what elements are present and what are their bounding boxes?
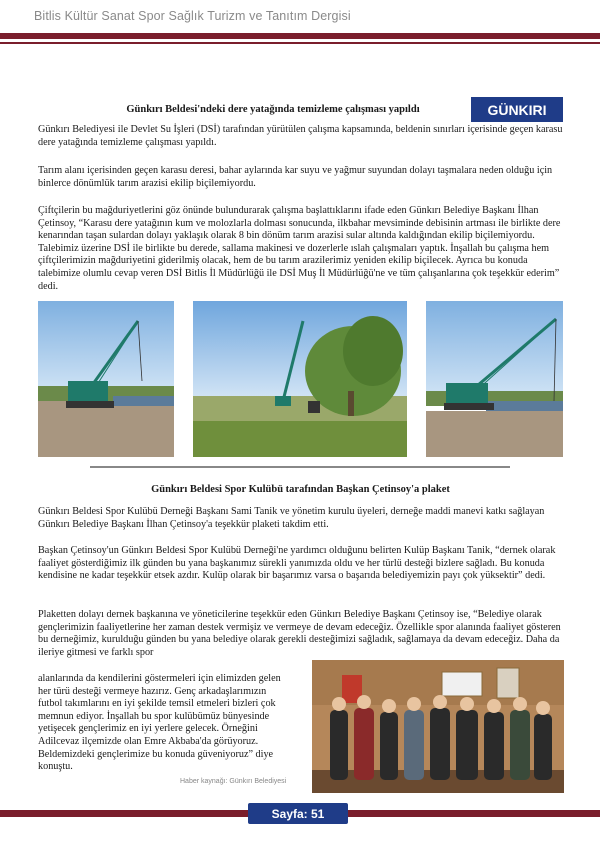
crane-photo-2 <box>193 301 407 457</box>
article1-paragraph: Çiftçilerin bu mağduriyetlerini göz önünde bulundurarak çalışma başlattıklarını ifade eden Günkırı Belediye Başkanı İlhan Çetinsoy, “Karasu dere yatağının kum ve molozlarla dolması sonucunda, ilkbahar mevsiminde debisinin artması ile birlikte dere kenarından taşan sulardan dolayı yaklaşık olarak 8 bin dönüm tarım arazisi sular altında kaldığından ekilip biçilemiyordu. Talebimiz üzerine DSİ ile birlikte bu derede, sallama makinesi ve dozerlerle ıslah çalışmaları yaptık. İnşallah bu çalışma hem çiftçilerimizin mağduriyetini giderilmiş olacak, hem de bu tarım arazilerimiz yeniden ekilip biçilecek. Ayrıca bu konuda talebimize olumlu cevap veren DSİ Bitlis İl Müdürlüğü ile DSİ Muş İl Müdürlüğü'ne ve tüm çalışanlarına çok teşekkür ederim” dedi. <box>38 205 561 292</box>
article1-title: Günkırı Beldesi'ndeki dere yatağında temizleme çalışması yapıldı <box>126 104 420 115</box>
section-tag: GÜNKIRI <box>471 97 563 122</box>
news-source: Haber kaynağı: Günkırı Belediyesi <box>180 778 287 785</box>
header-bar <box>0 33 600 39</box>
section-divider <box>90 466 510 468</box>
article2-title: Günkırı Beldesi Spor Kulübü tarafından Başkan Çetinsoy'a plaket <box>151 484 450 495</box>
article1-paragraph: Günkırı Belediyesi ile Devlet Su İşleri (DSİ) tarafından yürütülen çalışma kapsamında, beldenin sınırları içerisinde geçen karasu dere yatağında temizleme çalışması yapıldı. <box>38 124 563 148</box>
article1-paragraph: Tarım alanı içerisinden geçen karasu deresi, bahar aylarında kar suyu ve yağmur suyundan dolayı taşmalara neden olduğu için binlerce dönümlük tarım arazisi ekilip biçilemiyordu. <box>38 165 553 189</box>
article2-paragraph: alanlarında da kendilerini göstermeleri için elimizden gelen her türü desteği vermeye hazırız. Genç arkadaşlarımızın futbol takımlarını en iyi şekilde temsil etmeleri bizleri çok memnun ediyor. İnşallah bu spor kulübümüz bünyesinde yetişecek gençlerimiz en iyi yerlere gelecek. Örneğini Adilcevaz ilçemizde olan Emre Akbaba'da görüyoruz. Beldemizdeki gençlerimize bu konuda güveniyoruz” diye konuştu. <box>38 673 281 773</box>
page-number-badge: Sayfa: 51 <box>248 803 348 824</box>
magazine-title: Bitlis Kültür Sanat Spor Sağlık Turizm ve Tanıtım Dergisi <box>34 9 351 23</box>
article2-paragraph: Plaketten dolayı dernek başkanına ve yöneticilerine teşekkür eden Günkırı Belediye Başkanı Çetinsoy ise, “Belediye olarak gençlerimizin faaliyetlerine her zaman destek vermişiz ve vermeye de devam edeceğiz. Özellikle spor alanında faaliyet gösteren bu derneğimiz, kurulduğu günden bu yana belediye olarak gerekli desteğimizi sağladık, sağlamaya da devam edeceğiz. Daha da ileriye gitmesi ve farklı spor <box>38 609 561 658</box>
header-bar-thin <box>0 42 600 44</box>
crane-photo-3 <box>426 301 563 457</box>
crane-photo-1 <box>38 301 174 457</box>
article2-paragraph: Günkırı Beldesi Spor Kulübü Derneği Başkanı Sami Tanik ve yönetim kurulu üyeleri, derneğe maddi manevi katkı sağlayan Günkırı Belediye Başkanı İlhan Çetinsoy'a teşekkür plaketi takdim etti. <box>38 506 545 530</box>
plaque-ceremony-photo <box>312 660 564 793</box>
article2-paragraph: Başkan Çetinsoy'un Günkırı Beldesi Spor Kulübü Derneği'ne yardımcı olduğunu belirten Kulüp Başkanı Tanik, “dernek olarak faaliyet gösterdiğimiz ilk günden bu yana başkanımız sürekli yanımızda oldu ve her türlü desteği bizlere sağladı. Bu konuda kendisine ne kadar teşekkür etsek azdır. Kulüp olarak bir başarımız varsa o başarıda belediyemizin payı çok yüksektir” dedi. <box>38 545 556 582</box>
